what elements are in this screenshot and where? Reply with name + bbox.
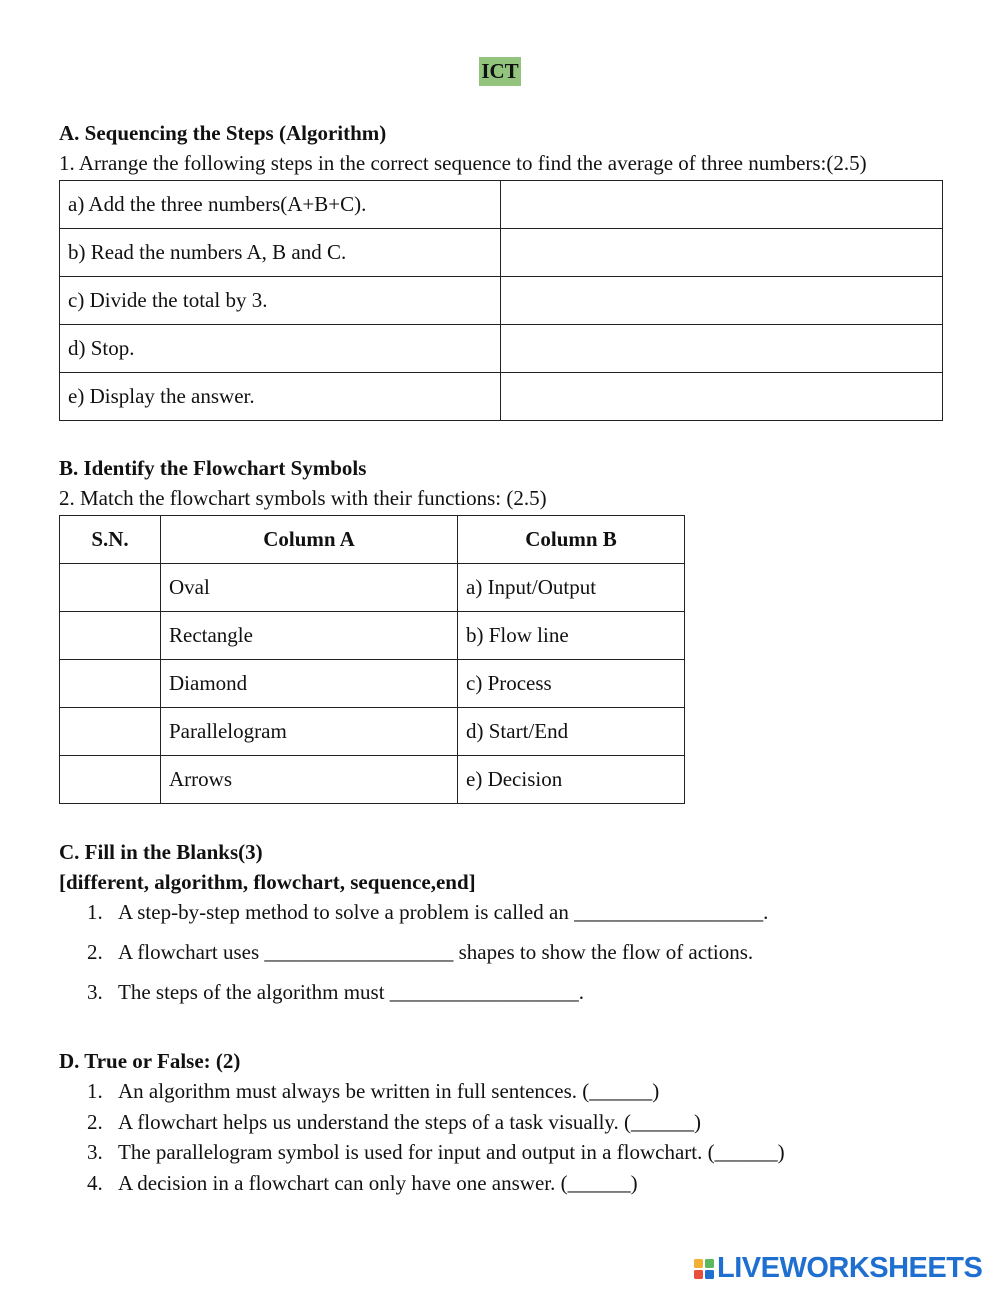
answer-cell[interactable] — [501, 229, 943, 277]
answer-cell[interactable] — [501, 325, 943, 373]
step-cell: d) Stop. — [60, 325, 501, 373]
step-cell: c) Divide the total by 3. — [60, 277, 501, 325]
function-cell: a) Input/Output — [458, 564, 685, 612]
item-number: 4. — [87, 1170, 103, 1195]
item-number: 3. — [87, 1140, 103, 1164]
step-cell: a) Add the three numbers(A+B+C). — [60, 181, 501, 229]
table-row — [60, 612, 685, 660]
match-table — [59, 515, 685, 804]
function-cell: e) Decision — [458, 756, 685, 804]
answer-cell[interactable] — [501, 181, 943, 229]
true-false-list — [59, 1079, 785, 1201]
answer-cell[interactable] — [501, 277, 943, 325]
section-d-heading: D. True or False: (2) — [59, 1049, 241, 1073]
sequence-table — [59, 180, 943, 421]
liveworksheets-logo-icon — [693, 1257, 715, 1281]
section-b-question: 2. Match the flowchart symbols with their functions: (2.5) — [59, 486, 547, 510]
table-row — [60, 756, 685, 804]
item-number: 1. — [87, 1079, 103, 1103]
list-item[interactable] — [59, 1171, 785, 1202]
symbol-cell: Parallelogram — [161, 708, 458, 756]
page-title: ICT — [479, 57, 520, 86]
function-cell: b) Flow line — [458, 612, 685, 660]
list-item[interactable] — [59, 1079, 785, 1110]
table-row — [60, 373, 943, 421]
table-row — [60, 181, 943, 229]
table-row — [60, 660, 685, 708]
symbol-cell: Arrows — [161, 756, 458, 804]
item-number: 1. — [87, 900, 103, 924]
function-cell: c) Process — [458, 660, 685, 708]
item-number: 2. — [87, 940, 103, 964]
list-item[interactable] — [59, 1110, 785, 1141]
section-a-heading: A. Sequencing the Steps (Algorithm) — [59, 121, 387, 145]
item-number: 2. — [87, 1109, 103, 1134]
word-bank: [different, algorithm, flowchart, sequence,end] — [59, 870, 476, 894]
symbol-cell: Oval — [161, 564, 458, 612]
list-item[interactable] — [59, 900, 768, 940]
sn-answer-cell[interactable] — [60, 660, 161, 708]
liveworksheets-logo[interactable] — [693, 1252, 982, 1285]
logo-text: LIVEWORKSHEETS — [717, 1252, 983, 1284]
header-sn: S.N. — [60, 516, 161, 564]
section-c-heading: C. Fill in the Blanks(3) — [59, 840, 263, 864]
list-item[interactable] — [59, 980, 768, 1020]
page-title-wrap — [0, 59, 1000, 84]
item-text: The parallelogram symbol is used for input and output in a flowchart. (______) — [118, 1140, 785, 1164]
sn-answer-cell[interactable] — [60, 564, 161, 612]
table-header-row — [60, 516, 685, 564]
table-row — [60, 564, 685, 612]
header-column-b: Column B — [458, 516, 685, 564]
step-cell: e) Display the answer. — [60, 373, 501, 421]
section-a-question: 1. Arrange the following steps in the correct sequence to find the average of three numbers:(2.5) — [59, 151, 867, 175]
sn-answer-cell[interactable] — [60, 612, 161, 660]
table-row — [60, 229, 943, 277]
table-row — [60, 708, 685, 756]
sn-answer-cell[interactable] — [60, 756, 161, 804]
fill-blanks-list — [59, 900, 768, 1020]
symbol-cell: Diamond — [161, 660, 458, 708]
list-item[interactable] — [59, 1140, 785, 1171]
item-text: A step-by-step method to solve a problem is called an __________________. — [118, 900, 769, 924]
item-text: A flowchart helps us understand the steps of a task visually. (______) — [118, 1109, 702, 1134]
function-cell: d) Start/End — [458, 708, 685, 756]
item-text: An algorithm must always be written in full sentences. (______) — [118, 1079, 660, 1103]
item-text: The steps of the algorithm must __________________. — [118, 980, 585, 1004]
list-item[interactable] — [59, 940, 768, 980]
item-number: 3. — [87, 980, 103, 1004]
step-cell: b) Read the numbers A, B and C. — [60, 229, 501, 277]
item-text: A flowchart uses __________________ shapes to show the flow of actions. — [118, 940, 754, 964]
sn-answer-cell[interactable] — [60, 708, 161, 756]
answer-cell[interactable] — [501, 373, 943, 421]
section-b-heading: B. Identify the Flowchart Symbols — [59, 456, 367, 480]
table-row — [60, 325, 943, 373]
symbol-cell: Rectangle — [161, 612, 458, 660]
table-row — [60, 277, 943, 325]
header-column-a: Column A — [161, 516, 458, 564]
item-text: A decision in a flowchart can only have one answer. (______) — [118, 1170, 638, 1195]
